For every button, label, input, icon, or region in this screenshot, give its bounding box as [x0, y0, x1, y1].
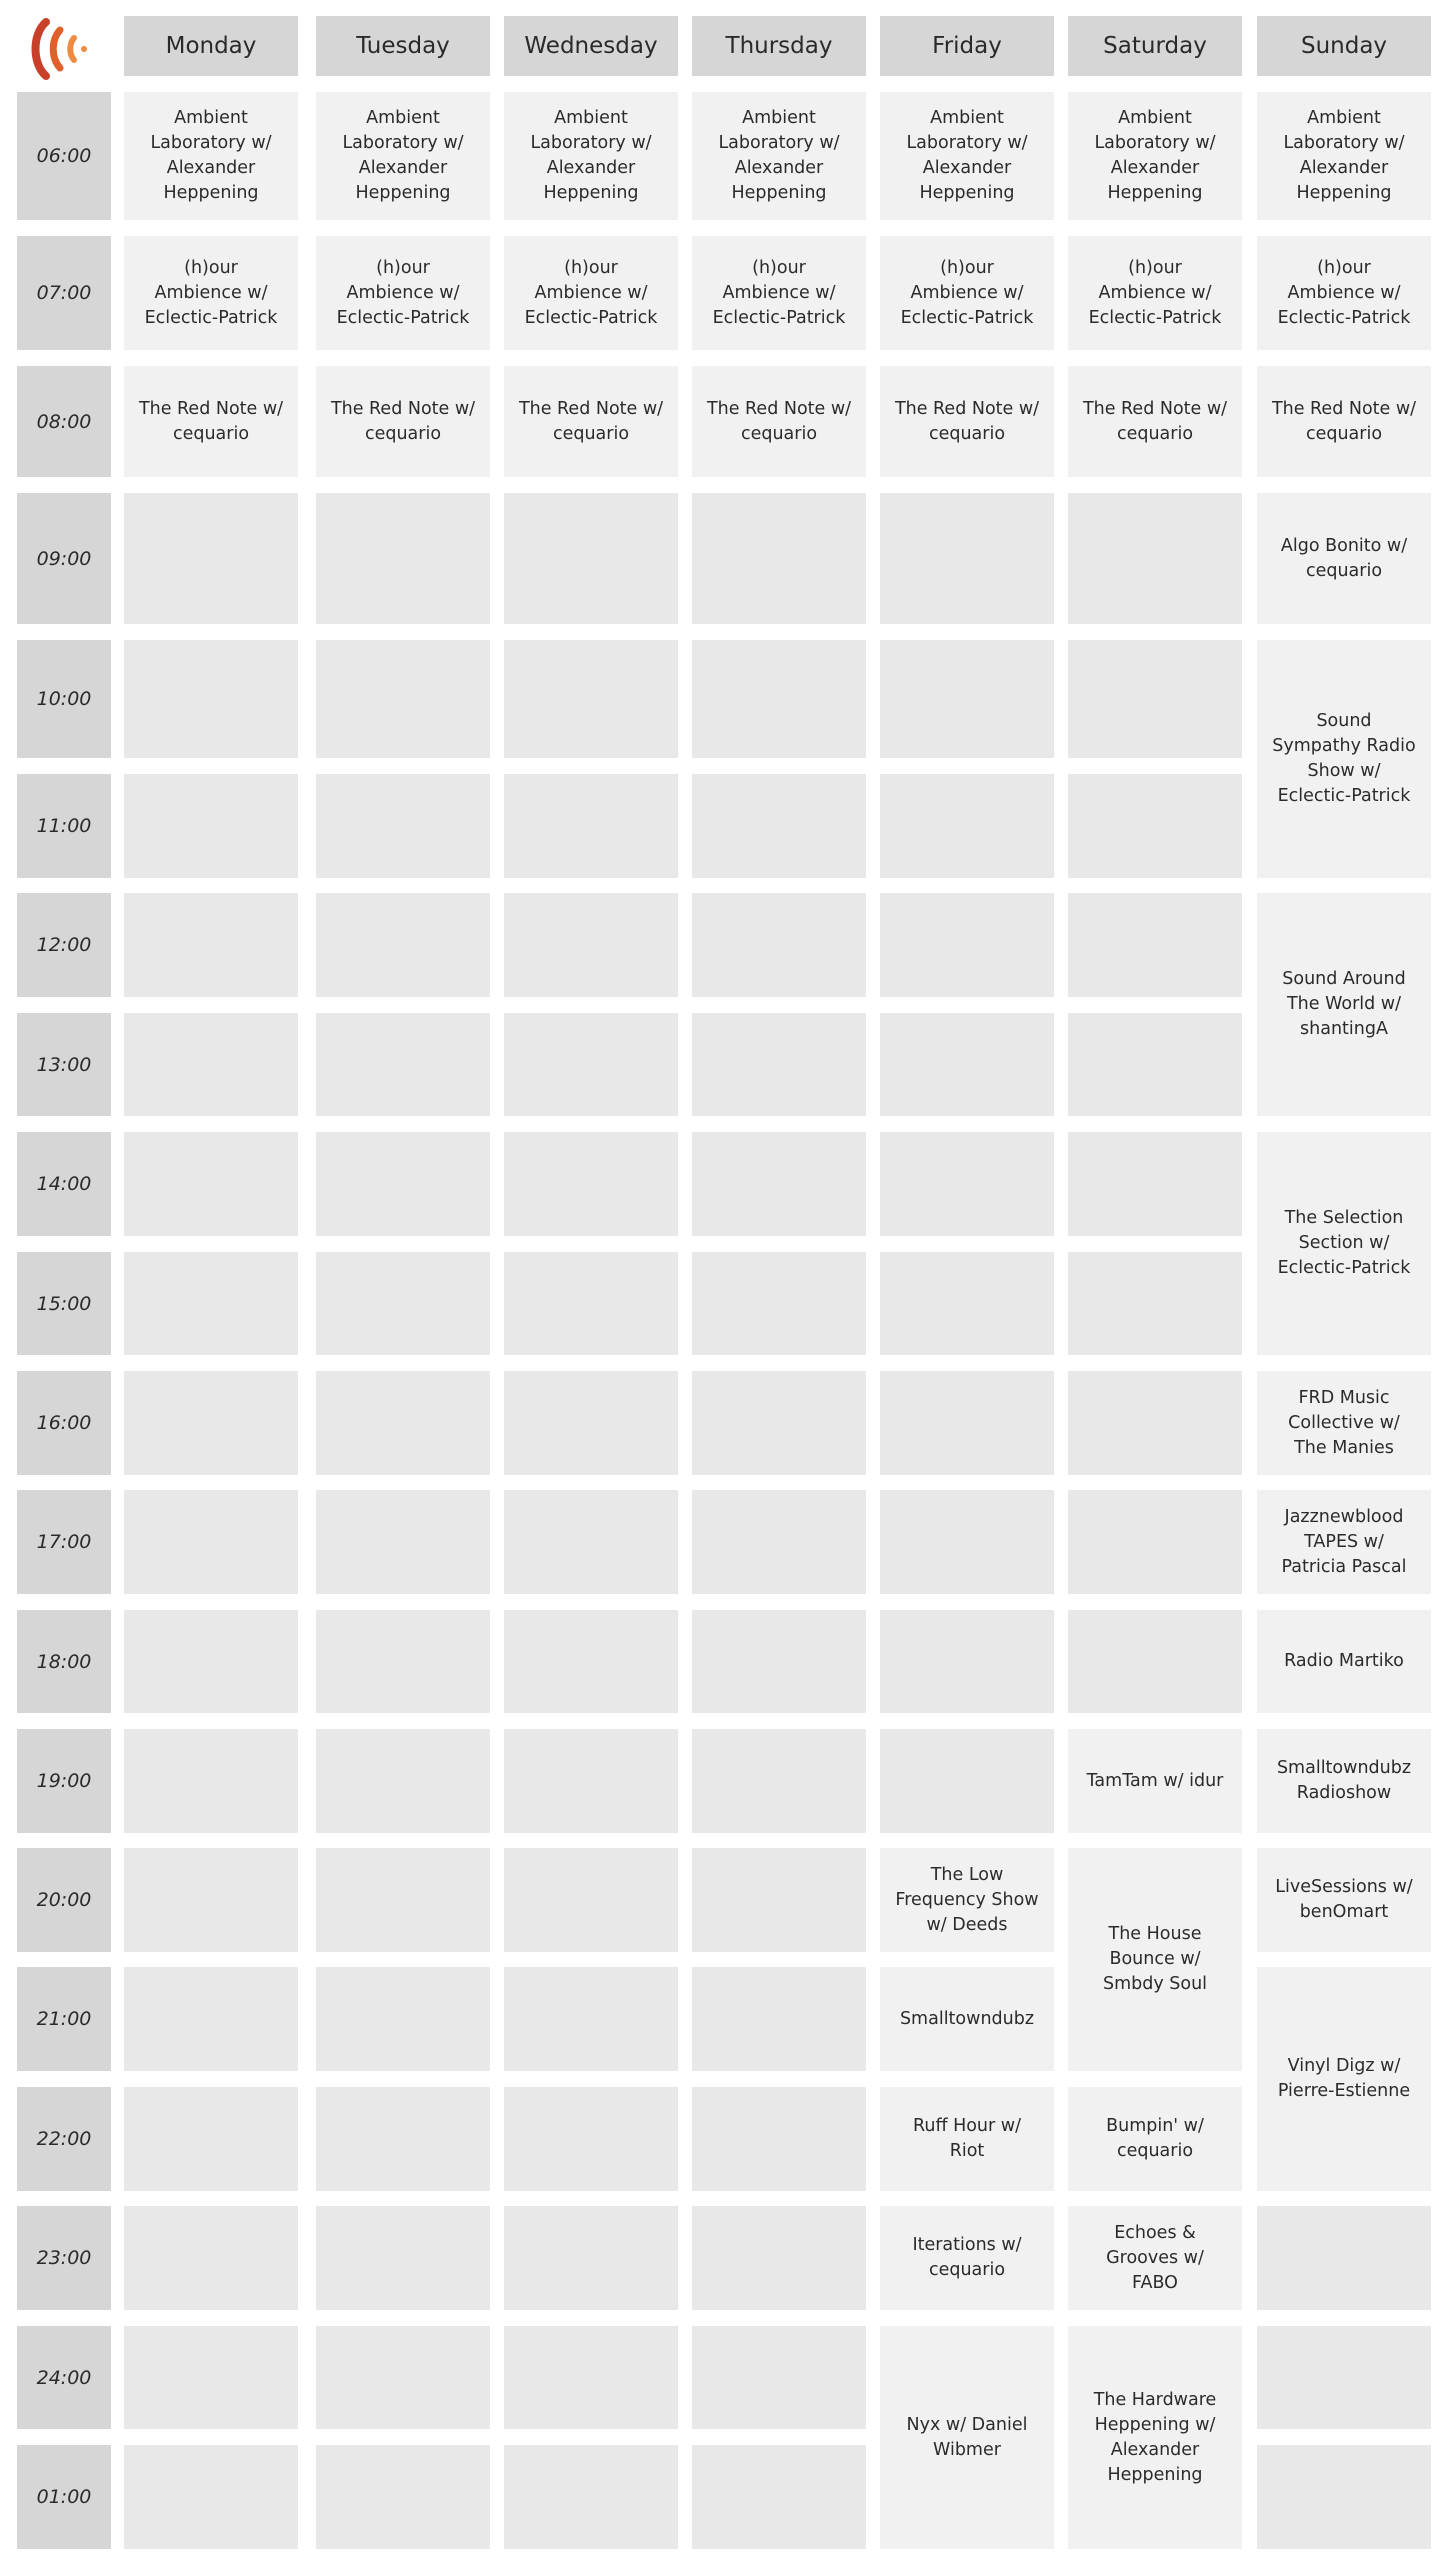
empty-slot: [692, 1132, 866, 1236]
empty-slot: [692, 1848, 866, 1952]
empty-slot: [316, 2206, 490, 2310]
show-block[interactable]: [880, 2326, 1054, 2549]
show-title: (h)our Ambience w/ Eclectic-Patrick: [1088, 257, 1222, 328]
empty-slot: [1068, 893, 1242, 997]
show-block[interactable]: [1257, 493, 1431, 624]
show-block[interactable]: [692, 366, 866, 477]
time-label: 14:00: [17, 1132, 111, 1236]
day-header-tuesday: Tuesday: [316, 16, 490, 76]
time-label: 10:00: [17, 640, 111, 758]
show-block[interactable]: [880, 236, 1054, 350]
show-title: Ambient Laboratory w/ Alexander Heppening: [718, 108, 840, 203]
show-block[interactable]: [1068, 366, 1242, 477]
empty-slot: [316, 893, 490, 997]
empty-slot: [692, 2326, 866, 2429]
empty-slot: [692, 1610, 866, 1713]
show-title: Sound Around The World w/ shantingA: [1282, 969, 1406, 1039]
show-block[interactable]: [1257, 1490, 1431, 1594]
time-label: 18:00: [17, 1610, 111, 1713]
empty-slot: [124, 1848, 298, 1952]
empty-slot: [1068, 1252, 1242, 1355]
empty-slot: [316, 1848, 490, 1952]
empty-slot: [124, 1729, 298, 1833]
time-label: 22:00: [17, 2087, 111, 2191]
empty-slot: [504, 1013, 678, 1116]
show-block[interactable]: [1257, 1610, 1431, 1713]
empty-slot: [124, 1132, 298, 1236]
show-block[interactable]: [880, 92, 1054, 220]
empty-slot: [692, 774, 866, 878]
empty-slot: [316, 1013, 490, 1116]
show-block[interactable]: [1068, 236, 1242, 350]
empty-slot: [504, 2326, 678, 2429]
empty-slot: [124, 1252, 298, 1355]
empty-slot: [692, 1013, 866, 1116]
show-block[interactable]: [880, 1848, 1054, 1952]
time-label: 07:00: [17, 236, 111, 350]
show-title: Iterations w/ cequario: [912, 2235, 1022, 2280]
empty-slot: [880, 1132, 1054, 1236]
show-title: The Red Note w/ cequario: [518, 398, 664, 444]
show-title: Bumpin' w/ cequario: [1106, 2116, 1204, 2161]
time-label: 13:00: [17, 1013, 111, 1116]
empty-slot: [504, 1848, 678, 1952]
empty-slot: [124, 1610, 298, 1713]
show-title: Nyx w/ Daniel Wibmer: [906, 2414, 1028, 2460]
time-label: 11:00: [17, 774, 111, 878]
show-title: Ambient Laboratory w/ Alexander Heppening: [906, 108, 1028, 203]
empty-slot: [880, 1610, 1054, 1713]
show-title: Ambient Laboratory w/ Alexander Heppening: [530, 108, 652, 203]
empty-slot: [1068, 1132, 1242, 1236]
show-block[interactable]: [504, 236, 678, 350]
empty-slot: [504, 1252, 678, 1355]
empty-slot: [124, 1967, 298, 2071]
show-block[interactable]: [1257, 893, 1431, 1116]
empty-slot: [124, 2087, 298, 2191]
show-block[interactable]: [1257, 1967, 1431, 2191]
show-title: Smalltowndubz: [899, 2008, 1035, 2029]
empty-slot: [316, 1729, 490, 1833]
empty-slot: [880, 1729, 1054, 1833]
empty-slot: [1068, 1371, 1242, 1475]
show-block[interactable]: [1068, 2087, 1242, 2191]
time-label: 17:00: [17, 1490, 111, 1594]
empty-slot: [880, 640, 1054, 758]
time-label: 16:00: [17, 1371, 111, 1475]
time-label: 24:00: [17, 2326, 111, 2429]
empty-slot: [124, 1371, 298, 1475]
show-block[interactable]: [1257, 366, 1431, 477]
show-block[interactable]: [1257, 1848, 1431, 1952]
empty-slot: [692, 640, 866, 758]
empty-slot: [504, 493, 678, 624]
time-label: 08:00: [17, 366, 111, 477]
empty-slot: [1068, 493, 1242, 624]
empty-slot: [692, 1490, 866, 1594]
show-block[interactable]: [316, 366, 490, 477]
show-block[interactable]: [124, 92, 298, 220]
empty-slot: [692, 2087, 866, 2191]
empty-slot: [316, 1610, 490, 1713]
empty-slot: [880, 1013, 1054, 1116]
show-title: Algo Bonito w/ cequario: [1280, 535, 1408, 581]
show-title: Vinyl Digz w/ Pierre-Estienne: [1277, 2056, 1411, 2101]
show-block[interactable]: [1068, 2206, 1242, 2310]
show-title: Ambient Laboratory w/ Alexander Heppening: [1094, 108, 1216, 203]
show-block[interactable]: [880, 2206, 1054, 2310]
empty-slot: [692, 493, 866, 624]
empty-slot: [880, 893, 1054, 997]
show-block[interactable]: [1257, 1132, 1431, 1355]
empty-slot: [124, 640, 298, 758]
show-title: (h)our Ambience w/ Eclectic-Patrick: [524, 257, 658, 328]
empty-slot: [124, 2445, 298, 2549]
show-title: The Red Note w/ cequario: [138, 398, 284, 444]
empty-slot: [504, 774, 678, 878]
time-label: 23:00: [17, 2206, 111, 2310]
show-title: (h)our Ambience w/ Eclectic-Patrick: [336, 257, 470, 328]
day-header-thursday: Thursday: [692, 16, 866, 76]
empty-slot: [880, 1490, 1054, 1594]
show-title: The Red Note w/ cequario: [894, 398, 1040, 444]
empty-slot: [1257, 2445, 1431, 2549]
time-label: 19:00: [17, 1729, 111, 1833]
show-title: FRD Music Collective w/ The Manies: [1288, 1387, 1400, 1458]
empty-slot: [124, 1490, 298, 1594]
empty-slot: [504, 1490, 678, 1594]
empty-slot: [316, 2445, 490, 2549]
show-title: The Red Note w/ cequario: [330, 398, 476, 444]
show-title: The House Bounce w/ Smbdy Soul: [1102, 1924, 1208, 1994]
show-title: (h)our Ambience w/ Eclectic-Patrick: [712, 257, 846, 328]
show-block[interactable]: [1257, 236, 1431, 350]
empty-slot: [124, 493, 298, 624]
show-block[interactable]: [316, 92, 490, 220]
empty-slot: [880, 774, 1054, 878]
empty-slot: [124, 2206, 298, 2310]
empty-slot: [124, 893, 298, 997]
time-label: 20:00: [17, 1848, 111, 1952]
show-block[interactable]: [1068, 1848, 1242, 2071]
empty-slot: [316, 1490, 490, 1594]
empty-slot: [1257, 2206, 1431, 2310]
empty-slot: [692, 2206, 866, 2310]
show-title: LiveSessions w/ benOmart: [1275, 1877, 1413, 1922]
empty-slot: [1068, 1610, 1242, 1713]
show-title: The Red Note w/ cequario: [1271, 398, 1417, 444]
show-title: Radio Martiko: [1284, 1651, 1404, 1671]
show-block[interactable]: [1068, 2326, 1242, 2549]
show-title: Ruff Hour w/ Riot: [912, 2116, 1021, 2161]
day-header-sunday: Sunday: [1257, 16, 1431, 76]
show-title: (h)our Ambience w/ Eclectic-Patrick: [900, 257, 1034, 328]
empty-slot: [504, 1729, 678, 1833]
empty-slot: [692, 1371, 866, 1475]
show-block[interactable]: [692, 92, 866, 220]
empty-slot: [316, 640, 490, 758]
empty-slot: [1068, 774, 1242, 878]
time-label: 15:00: [17, 1252, 111, 1355]
empty-slot: [1068, 640, 1242, 758]
empty-slot: [316, 1132, 490, 1236]
empty-slot: [124, 774, 298, 878]
empty-slot: [124, 2326, 298, 2429]
show-title: The Selection Section w/ Eclectic-Patrick: [1277, 1208, 1411, 1278]
show-block[interactable]: [880, 366, 1054, 477]
show-title: Sound Sympathy Radio Show w/ Eclectic-Patrick: [1272, 711, 1416, 806]
empty-slot: [692, 1729, 866, 1833]
show-title: The Red Note w/ cequario: [1082, 398, 1228, 444]
day-header-monday: Monday: [124, 16, 298, 76]
show-block[interactable]: [1068, 1729, 1242, 1833]
empty-slot: [692, 2445, 866, 2549]
time-label: 09:00: [17, 493, 111, 624]
time-label: 06:00: [17, 92, 111, 220]
show-title: Ambient Laboratory w/ Alexander Heppening: [150, 108, 272, 203]
time-label: 12:00: [17, 893, 111, 997]
empty-slot: [880, 1371, 1054, 1475]
empty-slot: [504, 2206, 678, 2310]
empty-slot: [504, 893, 678, 997]
show-block[interactable]: [1257, 1729, 1431, 1833]
empty-slot: [692, 1967, 866, 2071]
empty-slot: [504, 1132, 678, 1236]
empty-slot: [692, 1252, 866, 1355]
show-block[interactable]: [1068, 92, 1242, 220]
day-header-friday: Friday: [880, 16, 1054, 76]
show-block[interactable]: [880, 1967, 1054, 2071]
show-block[interactable]: [504, 366, 678, 477]
empty-slot: [504, 2445, 678, 2549]
empty-slot: [504, 640, 678, 758]
empty-slot: [316, 1252, 490, 1355]
time-label: 21:00: [17, 1967, 111, 2071]
empty-slot: [316, 2326, 490, 2429]
empty-slot: [504, 2087, 678, 2191]
show-title: (h)our Ambience w/ Eclectic-Patrick: [144, 257, 278, 328]
empty-slot: [504, 1610, 678, 1713]
empty-slot: [1257, 2326, 1431, 2429]
radio-waves-logo: [24, 14, 104, 84]
show-block[interactable]: [1257, 92, 1431, 220]
empty-slot: [504, 1371, 678, 1475]
show-title: The Red Note w/ cequario: [706, 398, 852, 444]
day-header-saturday: Saturday: [1068, 16, 1242, 76]
empty-slot: [504, 1967, 678, 2071]
show-block[interactable]: [124, 366, 298, 477]
day-header-wednesday: Wednesday: [504, 16, 678, 76]
show-title: Smalltowndubz Radioshow: [1276, 1758, 1412, 1803]
time-label: 01:00: [17, 2445, 111, 2549]
show-title: (h)our Ambience w/ Eclectic-Patrick: [1277, 257, 1411, 328]
show-block[interactable]: [504, 92, 678, 220]
show-block[interactable]: [316, 236, 490, 350]
empty-slot: [316, 1371, 490, 1475]
empty-slot: [880, 493, 1054, 624]
show-title: The Low Frequency Show w/ Deeds: [895, 1864, 1039, 1935]
show-block[interactable]: [1257, 1371, 1431, 1475]
show-title: The Hardware Heppening w/ Alexander Heppening: [1093, 2389, 1217, 2485]
empty-slot: [316, 2087, 490, 2191]
show-title: Ambient Laboratory w/ Alexander Heppening: [342, 108, 464, 203]
show-block[interactable]: [692, 236, 866, 350]
show-block[interactable]: [880, 2087, 1054, 2191]
empty-slot: [1068, 1013, 1242, 1116]
show-block[interactable]: [124, 236, 298, 350]
empty-slot: [316, 774, 490, 878]
empty-slot: [316, 1967, 490, 2071]
empty-slot: [692, 893, 866, 997]
show-block[interactable]: [1257, 640, 1431, 878]
empty-slot: [880, 1252, 1054, 1355]
show-title: Echoes & Grooves w/ FABO: [1106, 2222, 1204, 2293]
empty-slot: [316, 493, 490, 624]
empty-slot: [124, 1013, 298, 1116]
show-title: Jazznewblood TAPES w/ Patricia Pascal: [1281, 1506, 1407, 1577]
show-title: Ambient Laboratory w/ Alexander Heppening: [1283, 108, 1405, 203]
empty-slot: [1068, 1490, 1242, 1594]
show-title: TamTam w/ idur: [1086, 1770, 1224, 1791]
